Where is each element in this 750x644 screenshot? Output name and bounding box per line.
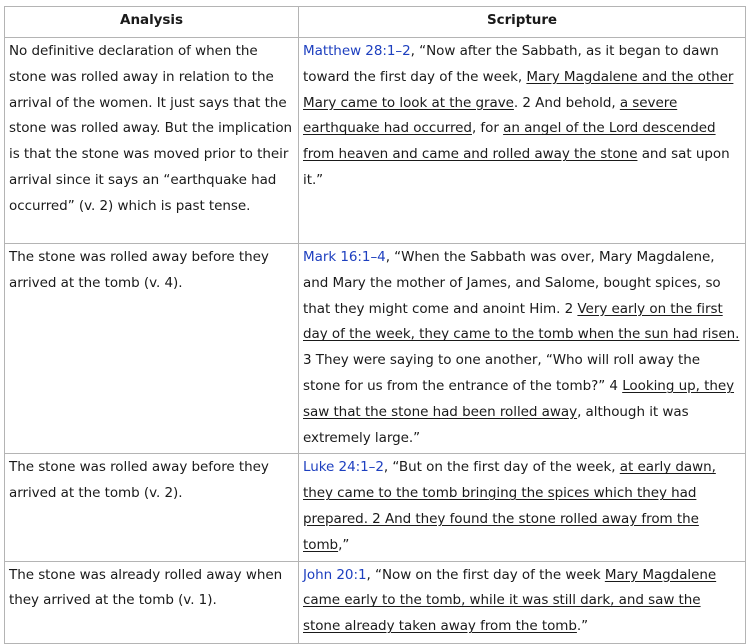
- scripture-text: ,”: [338, 536, 350, 553]
- table-row-mark: [5, 244, 746, 454]
- underlined-passage: an angel of the Lord descended from heaven and came and rolled away the stone: [303, 120, 716, 163]
- scripture-text: .”: [576, 618, 589, 635]
- table-row-luke: [5, 454, 746, 561]
- underlined-passage: Very early on the first day of the week, they came to the tomb when the sun had risen.: [303, 300, 740, 343]
- analysis-cell: No definitive declaration of when the stone was rolled away in relation to the arrival of the women. It just says that the stone was rolled away. But the implication is that the stone was moved prior to their arrival since it says an “earthquake had occurred” (v. 2) which is past tense.: [5, 38, 299, 244]
- underlined-passage: Mary Magdalene and the other Mary came to look at the grave: [303, 68, 734, 111]
- analysis-scripture-table: [4, 6, 746, 644]
- scripture-header: Scripture: [299, 7, 746, 38]
- header-row: [5, 7, 746, 38]
- analysis-cell: The stone was rolled away before they arrived at the tomb (v. 4).: [5, 244, 299, 454]
- scripture-reference-link[interactable]: Luke 24:1–2: [303, 459, 384, 476]
- scripture-text: , “Now on the first day of the week: [366, 566, 605, 583]
- scripture-cell: [299, 454, 746, 561]
- scripture-cell: [299, 38, 746, 244]
- table-row-matthew: [5, 38, 746, 244]
- scripture-reference-link[interactable]: Matthew 28:1–2: [303, 43, 411, 59]
- underlined-passage: Mary Magdalene came early to the tomb, while it was still dark, and saw the stone already taken away from the tomb: [303, 566, 717, 635]
- underlined-passage: a severe earthquake had occurred: [303, 94, 678, 137]
- table-row-john: [5, 561, 746, 643]
- scripture-text: , “Now after the Sabbath, as it began to dawn toward the first day of the week,: [303, 43, 719, 85]
- scripture-cell: [299, 561, 746, 643]
- scripture-cell: [299, 244, 746, 454]
- scripture-text: , although it was extremely large.”: [303, 403, 689, 446]
- scripture-text: . 2 And behold,: [513, 94, 620, 111]
- underlined-passage: at early dawn, they came to the tomb bringing the spices which they had prepared. 2 And they found the stone rolled away from the tomb: [303, 459, 716, 553]
- scripture-text: , “But on the first day of the week,: [383, 459, 620, 476]
- scripture-text: , for: [471, 120, 504, 137]
- scripture-text: and sat upon it.”: [303, 146, 730, 188]
- scripture-reference-link[interactable]: Mark 16:1–4: [303, 249, 386, 265]
- analysis-cell: The stone was already rolled away when they arrived at the tomb (v. 1).: [5, 561, 299, 643]
- scripture-text: 3 They were saying to one another, “Who will roll away the stone for us from the entrance of the tomb?” 4: [303, 352, 701, 394]
- analysis-cell: The stone was rolled away before they arrived at the tomb (v. 2).: [5, 454, 299, 561]
- underlined-passage: Looking up, they saw that the stone had been rolled away: [303, 377, 735, 420]
- scripture-text: , “When the Sabbath was over, Mary Magdalene, and Mary the mother of James, and Salome, bought spices, so that they might come and anoint Him. 2: [303, 249, 721, 317]
- scripture-reference-link[interactable]: John 20:1: [303, 566, 367, 583]
- analysis-header: Analysis: [5, 7, 299, 38]
